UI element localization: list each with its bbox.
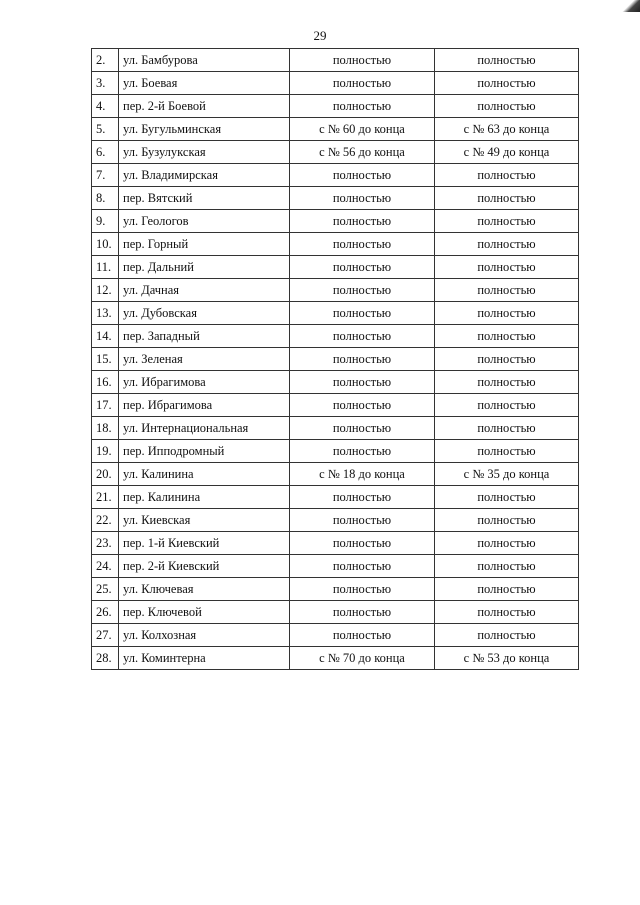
even-side-range: с № 60 до конца (290, 118, 435, 141)
streets-table (91, 48, 579, 670)
odd-side-range: полностью (435, 210, 579, 233)
row-number: 16. (92, 371, 119, 394)
table-row (92, 141, 579, 164)
row-number: 28. (92, 647, 119, 670)
street-name: ул. Дубовская (119, 302, 290, 325)
table-row (92, 647, 579, 670)
street-name: ул. Интернациональная (119, 417, 290, 440)
even-side-range: полностью (290, 348, 435, 371)
row-number: 9. (92, 210, 119, 233)
even-side-range: полностью (290, 95, 435, 118)
street-name: пер. Калинина (119, 486, 290, 509)
table-row (92, 302, 579, 325)
row-number: 20. (92, 463, 119, 486)
row-number: 21. (92, 486, 119, 509)
even-side-range: полностью (290, 601, 435, 624)
row-number: 25. (92, 578, 119, 601)
even-side-range: полностью (290, 279, 435, 302)
odd-side-range: полностью (435, 578, 579, 601)
odd-side-range: полностью (435, 486, 579, 509)
even-side-range: полностью (290, 440, 435, 463)
row-number: 19. (92, 440, 119, 463)
table-row (92, 325, 579, 348)
even-side-range: полностью (290, 624, 435, 647)
even-side-range: полностью (290, 187, 435, 210)
odd-side-range: полностью (435, 555, 579, 578)
row-number: 12. (92, 279, 119, 302)
odd-side-range: полностью (435, 509, 579, 532)
table-row (92, 486, 579, 509)
table-row (92, 279, 579, 302)
table-row (92, 348, 579, 371)
table-row (92, 509, 579, 532)
even-side-range: полностью (290, 486, 435, 509)
row-number: 14. (92, 325, 119, 348)
row-number: 8. (92, 187, 119, 210)
odd-side-range: с № 63 до конца (435, 118, 579, 141)
row-number: 6. (92, 141, 119, 164)
street-name: пер. Вятский (119, 187, 290, 210)
table-row (92, 95, 579, 118)
even-side-range: полностью (290, 532, 435, 555)
street-name: пер. Горный (119, 233, 290, 256)
odd-side-range: полностью (435, 624, 579, 647)
table-row (92, 463, 579, 486)
row-number: 26. (92, 601, 119, 624)
row-number: 27. (92, 624, 119, 647)
street-name: ул. Владимирская (119, 164, 290, 187)
row-number: 18. (92, 417, 119, 440)
street-name: ул. Дачная (119, 279, 290, 302)
row-number: 22. (92, 509, 119, 532)
even-side-range: полностью (290, 371, 435, 394)
row-number: 11. (92, 256, 119, 279)
row-number: 2. (92, 49, 119, 72)
odd-side-range: полностью (435, 371, 579, 394)
street-name: ул. Ибрагимова (119, 371, 290, 394)
odd-side-range: полностью (435, 348, 579, 371)
odd-side-range: полностью (435, 325, 579, 348)
streets-table-body (92, 49, 579, 670)
odd-side-range: полностью (435, 187, 579, 210)
page-number: 29 (313, 28, 327, 43)
street-name: ул. Зеленая (119, 348, 290, 371)
even-side-range: полностью (290, 394, 435, 417)
street-name: ул. Бузулукская (119, 141, 290, 164)
table-row (92, 118, 579, 141)
table-row (92, 601, 579, 624)
street-name: пер. Западный (119, 325, 290, 348)
table-row (92, 555, 579, 578)
even-side-range: полностью (290, 325, 435, 348)
even-side-range: полностью (290, 49, 435, 72)
table-row (92, 72, 579, 95)
even-side-range: полностью (290, 578, 435, 601)
even-side-range: полностью (290, 164, 435, 187)
street-name: пер. Дальний (119, 256, 290, 279)
row-number: 23. (92, 532, 119, 555)
street-name: ул. Коминтерна (119, 647, 290, 670)
table-row (92, 210, 579, 233)
table-row (92, 187, 579, 210)
table-row (92, 532, 579, 555)
table-row (92, 233, 579, 256)
even-side-range: полностью (290, 72, 435, 95)
row-number: 10. (92, 233, 119, 256)
even-side-range: полностью (290, 509, 435, 532)
odd-side-range: полностью (435, 417, 579, 440)
street-name: ул. Колхозная (119, 624, 290, 647)
even-side-range: с № 18 до конца (290, 463, 435, 486)
street-name: пер. 2-й Киевский (119, 555, 290, 578)
even-side-range: полностью (290, 555, 435, 578)
street-name: пер. Ипподромный (119, 440, 290, 463)
row-number: 5. (92, 118, 119, 141)
street-name: ул. Боевая (119, 72, 290, 95)
odd-side-range: полностью (435, 394, 579, 417)
odd-side-range: полностью (435, 233, 579, 256)
street-name: ул. Киевская (119, 509, 290, 532)
row-number: 13. (92, 302, 119, 325)
street-name: ул. Ключевая (119, 578, 290, 601)
odd-side-range: полностью (435, 532, 579, 555)
row-number: 17. (92, 394, 119, 417)
odd-side-range: полностью (435, 440, 579, 463)
odd-side-range: полностью (435, 601, 579, 624)
row-number: 4. (92, 95, 119, 118)
odd-side-range: полностью (435, 164, 579, 187)
odd-side-range: полностью (435, 302, 579, 325)
even-side-range: полностью (290, 302, 435, 325)
table-row (92, 624, 579, 647)
table-row (92, 394, 579, 417)
table-row (92, 256, 579, 279)
street-name: ул. Бугульминская (119, 118, 290, 141)
street-name: пер. 2-й Боевой (119, 95, 290, 118)
street-name: ул. Калинина (119, 463, 290, 486)
even-side-range: полностью (290, 256, 435, 279)
row-number: 3. (92, 72, 119, 95)
street-name: пер. Ключевой (119, 601, 290, 624)
odd-side-range: полностью (435, 279, 579, 302)
table-row (92, 440, 579, 463)
table-row (92, 578, 579, 601)
odd-side-range: полностью (435, 256, 579, 279)
odd-side-range: полностью (435, 49, 579, 72)
odd-side-range: с № 49 до конца (435, 141, 579, 164)
street-name: ул. Бамбурова (119, 49, 290, 72)
even-side-range: с № 70 до конца (290, 647, 435, 670)
odd-side-range: полностью (435, 72, 579, 95)
street-name: ул. Геологов (119, 210, 290, 233)
page-corner-mark (622, 0, 640, 12)
row-number: 7. (92, 164, 119, 187)
odd-side-range: с № 35 до конца (435, 463, 579, 486)
even-side-range: полностью (290, 210, 435, 233)
table-row (92, 49, 579, 72)
row-number: 24. (92, 555, 119, 578)
street-name: пер. Ибрагимова (119, 394, 290, 417)
odd-side-range: полностью (435, 95, 579, 118)
odd-side-range: с № 53 до конца (435, 647, 579, 670)
street-name: пер. 1-й Киевский (119, 532, 290, 555)
table-row (92, 371, 579, 394)
even-side-range: полностью (290, 233, 435, 256)
even-side-range: полностью (290, 417, 435, 440)
table-row (92, 164, 579, 187)
even-side-range: с № 56 до конца (290, 141, 435, 164)
row-number: 15. (92, 348, 119, 371)
table-row (92, 417, 579, 440)
